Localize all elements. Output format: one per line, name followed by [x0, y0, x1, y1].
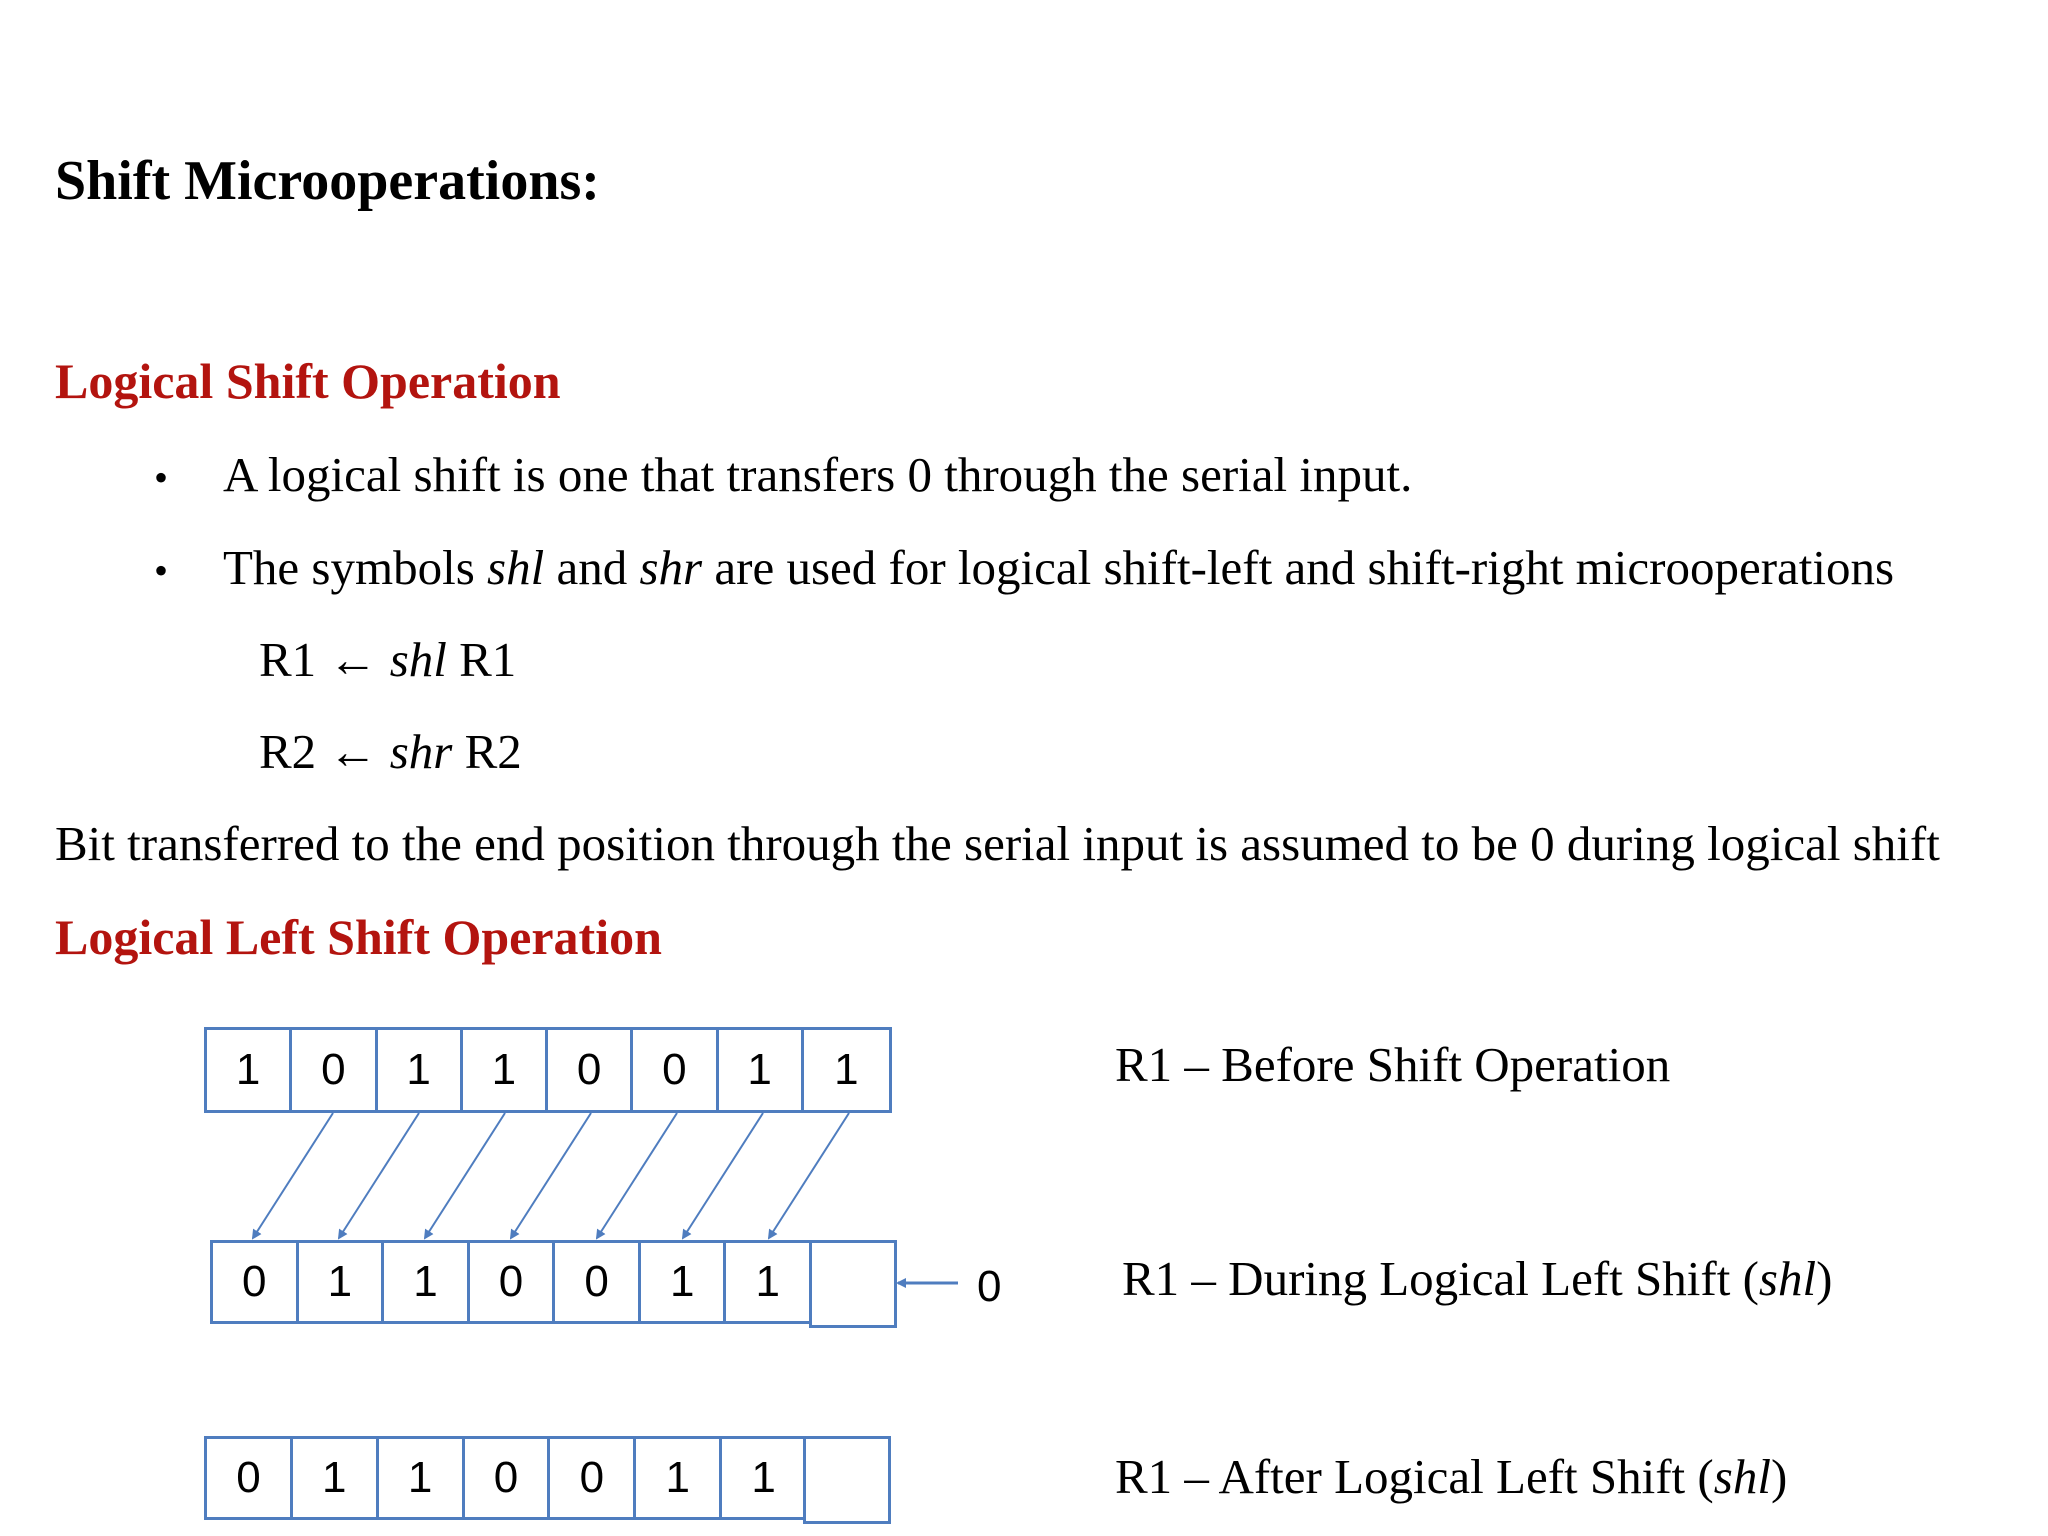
bullet-text-1: A logical shift is one that transfers 0 through the serial input.: [223, 447, 1413, 502]
bit-cell: 1: [722, 1439, 808, 1517]
shift-arrow: [683, 1113, 763, 1238]
register-during: [210, 1240, 812, 1324]
shift-arrow: [425, 1113, 505, 1238]
bit-cell: 0: [550, 1439, 636, 1517]
bit-cell: 1: [384, 1243, 470, 1321]
label-before: R1 – Before Shift Operation: [1115, 1037, 1671, 1092]
shift-arrow: [511, 1113, 591, 1238]
bit-cell: 0: [207, 1439, 293, 1517]
section-heading-logical-shift: Logical Shift Operation: [55, 353, 561, 409]
bullet-icon: •: [154, 455, 169, 500]
label-during: R1 – During Logical Left Shift (shl): [1122, 1251, 1833, 1306]
bit-cell: [806, 1439, 888, 1521]
shift-arrow: [253, 1113, 333, 1238]
bit-cell: 0: [555, 1243, 641, 1321]
bit-cell: 1: [834, 1045, 859, 1094]
register-after: [204, 1436, 808, 1520]
shift-arrow: [597, 1113, 677, 1238]
empty-bit-cell: [809, 1240, 897, 1328]
bit-cell: 1: [719, 1030, 804, 1110]
bit-cell: 0: [292, 1030, 377, 1110]
bit-cell: 1: [379, 1439, 465, 1517]
bit-cell: 1: [463, 1030, 548, 1110]
shift-arrow: [769, 1113, 849, 1238]
shift-arrow: [339, 1113, 419, 1238]
bit-cell: 1: [636, 1439, 722, 1517]
bit-cell: 0: [470, 1243, 556, 1321]
bullet-icon: •: [154, 548, 169, 593]
slide-title: Shift Microoperations:: [55, 150, 600, 212]
bit-cell: [812, 1243, 894, 1325]
bit-cell: 1: [207, 1030, 292, 1110]
bit-cell: 0: [548, 1030, 633, 1110]
empty-bit-cell: [803, 1436, 891, 1524]
note-text: Bit transferred to the end position through the serial input is assumed to be 0 during logical shift: [55, 816, 1940, 871]
bit-cell: 0: [213, 1243, 299, 1321]
equation-shr: R2 ← shr R2: [259, 724, 522, 779]
equation-shl: R1 ← shl R1: [259, 632, 517, 687]
bit-cell: 0: [465, 1439, 551, 1517]
bit-cell: 0: [633, 1030, 718, 1110]
bullet-text-2: The symbols shl and shr are used for logical shift-left and shift-right microoperations: [223, 540, 1895, 595]
section-heading-left-shift: Logical Left Shift Operation: [55, 909, 662, 965]
serial-input-zero: 0: [977, 1262, 1002, 1311]
label-after: R1 – After Logical Left Shift (shl): [1115, 1449, 1788, 1504]
bit-cell: 1: [726, 1243, 812, 1321]
bit-cell: 1: [293, 1439, 379, 1517]
bit-cell: 1: [641, 1243, 727, 1321]
bit-cell: 1: [299, 1243, 385, 1321]
bit-cell: 1: [378, 1030, 463, 1110]
